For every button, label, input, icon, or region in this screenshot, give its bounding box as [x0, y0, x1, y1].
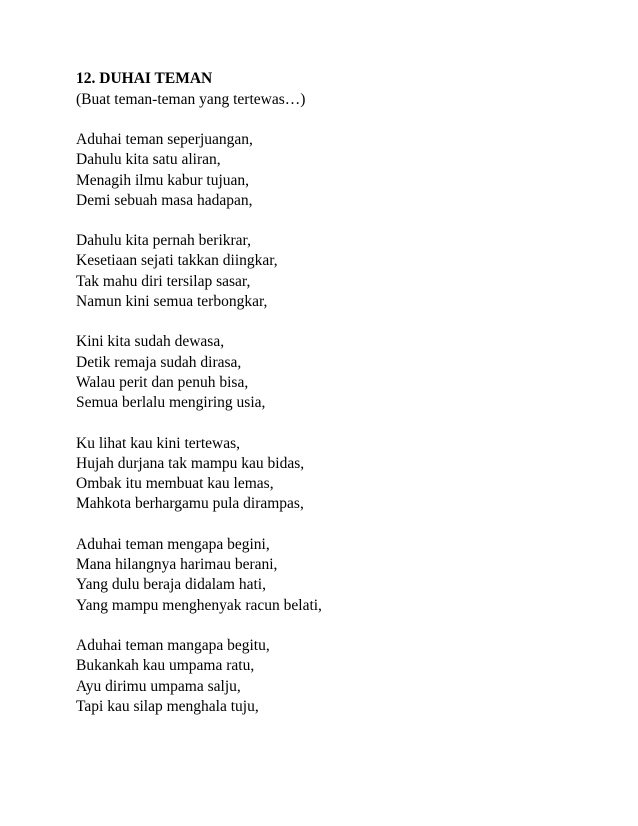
stanza-2 [76, 231, 616, 312]
poem-line: Dahulu kita satu aliran, [76, 151, 221, 169]
document-page [76, 68, 616, 717]
stanza-1 [76, 130, 616, 211]
poem-line: Detik remaja sudah dirasa, [76, 353, 242, 371]
stanza-5 [76, 535, 616, 616]
poem-line: Semua berlalu mengiring usia, [76, 394, 266, 412]
poem-title: 12. DUHAI TEMAN [76, 70, 213, 87]
poem-line: Yang mampu menghenyak racun belati, [76, 596, 322, 614]
poem-subtitle: (Buat teman-teman yang tertewas…) [76, 91, 306, 108]
poem-line: Aduhai teman seperjuangan, [76, 131, 253, 148]
poem-line: Dahulu kita pernah berikrar, [76, 232, 251, 250]
poem-line: Hujah durjana tak mampu kau bidas, [76, 454, 305, 472]
poem-line: Ayu dirimu umpama salju, [76, 677, 241, 695]
poem-line: Aduhai teman mangapa begitu, [76, 636, 270, 654]
poem-line: Yang dulu beraja didalam hati, [76, 576, 266, 594]
poem-line: Menagih ilmu kabur tujuan, [76, 171, 250, 189]
poem-line: Aduhai teman mengapa begini, [76, 535, 270, 553]
poem-line: Kini kita sudah dewasa, [76, 333, 225, 351]
poem-line: Walau perit dan penuh bisa, [76, 373, 249, 391]
poem-line: Mana hilangnya harimau berani, [76, 556, 278, 574]
poem-line: Ku lihat kau kini tertewas, [76, 434, 240, 452]
poem-line: Mahkota berhargamu pula dirampas, [76, 495, 304, 513]
poem-line: Tak mahu diri tersilap sasar, [76, 272, 251, 290]
poem-line: Kesetiaan sejati takkan diingkar, [76, 252, 278, 270]
stanza-4 [76, 434, 616, 515]
stanza-6 [76, 636, 616, 717]
stanza-3 [76, 332, 616, 413]
poem-line: Demi sebuah masa hadapan, [76, 191, 253, 209]
poem-line: Tapi kau silap menghala tuju, [76, 697, 259, 715]
poem-line: Ombak itu membuat kau lemas, [76, 475, 274, 493]
poem-line: Bukankah kau umpama ratu, [76, 657, 255, 675]
poem-line: Namun kini semua terbongkar, [76, 293, 268, 311]
